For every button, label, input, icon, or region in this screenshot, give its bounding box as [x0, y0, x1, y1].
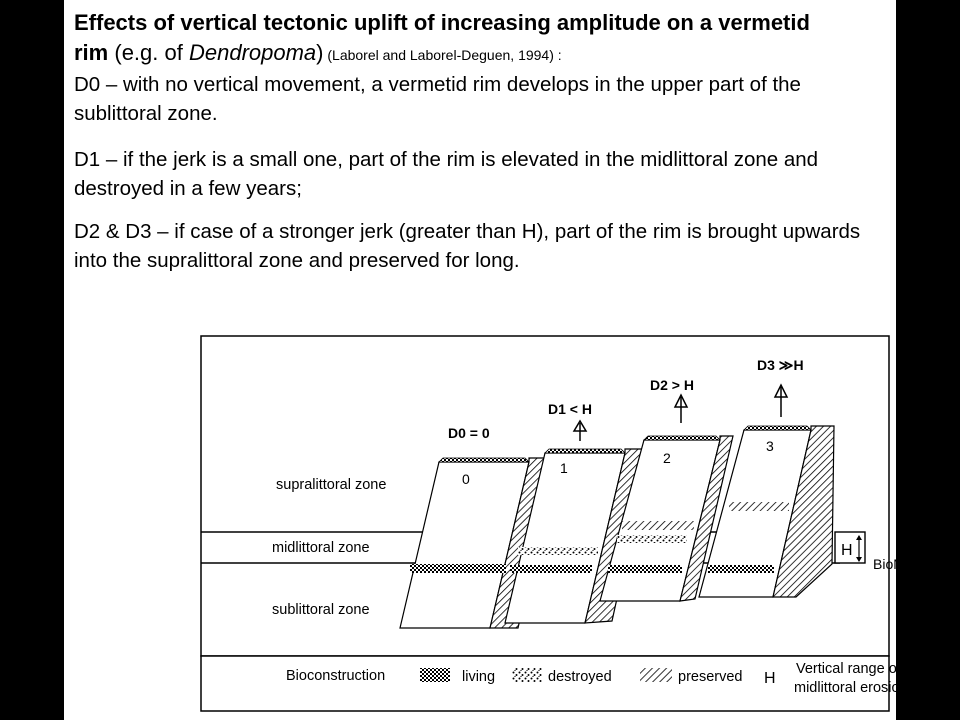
biomsl-label: BioMSL — [873, 556, 923, 572]
block-0-label: D0 = 0 — [448, 425, 490, 441]
zone-label-sublittoral: sublittoral zone — [272, 602, 370, 618]
paragraph-d0: D0 – with no vertical movement, a vermetid rim develops in the upper part of the sublittoral zone. — [74, 73, 801, 125]
legend-range-line2: midlittoral erosion — [794, 680, 908, 696]
legend-destroyed-swatch — [512, 668, 542, 682]
legend-preserved: preserved — [678, 669, 743, 685]
legend-living: living — [462, 669, 496, 685]
zone-label-supralittoral: supralittoral zone — [276, 477, 387, 493]
block-3-label: D3 ≫H — [757, 357, 804, 373]
title-close: ) — [316, 40, 324, 65]
legend-h-symbol: H — [764, 670, 776, 687]
block-1-label: D1 < H — [548, 401, 592, 417]
title — [74, 8, 889, 70]
slide — [64, 0, 923, 720]
title-bold-line2: rim — [74, 40, 109, 65]
block-2-label: D2 > H — [650, 377, 694, 393]
legend-destroyed: destroyed — [548, 669, 612, 685]
slide-text — [74, 8, 889, 289]
block-0-number: 0 — [462, 471, 470, 487]
h-label: H — [841, 542, 853, 559]
uplift-diagram — [200, 335, 923, 713]
legend-range-line1: Vertical range of — [796, 661, 901, 677]
title-bold-line1: Effects of vertical tectonic uplift of increasing amplitude on a vermetid — [74, 10, 810, 35]
legend-living-swatch — [420, 668, 450, 682]
block-3-number: 3 — [766, 438, 774, 454]
block-1-number: 1 — [560, 460, 568, 476]
title-italic: Dendropoma — [188, 40, 317, 65]
block-2-number: 2 — [663, 450, 671, 466]
paragraph-d2-d3: D2 & D3 – if case of a stronger jerk (greater than H), part of the rim is brought upwards into the supralittoral zone and preserved for long. — [74, 220, 861, 272]
paragraph-d1: D1 – if the jerk is a small one, part of the rim is elevated in the midlittoral zone and destroyed in a few years; — [74, 148, 819, 200]
legend-title: Bioconstruction — [286, 668, 386, 684]
citation: (Laborel and Laborel-Deguen, 1994) : — [323, 47, 562, 63]
legend-preserved-swatch — [640, 668, 672, 682]
title-normal: (e.g. of — [108, 40, 189, 65]
zone-label-midlittoral: midlittoral zone — [272, 540, 370, 556]
